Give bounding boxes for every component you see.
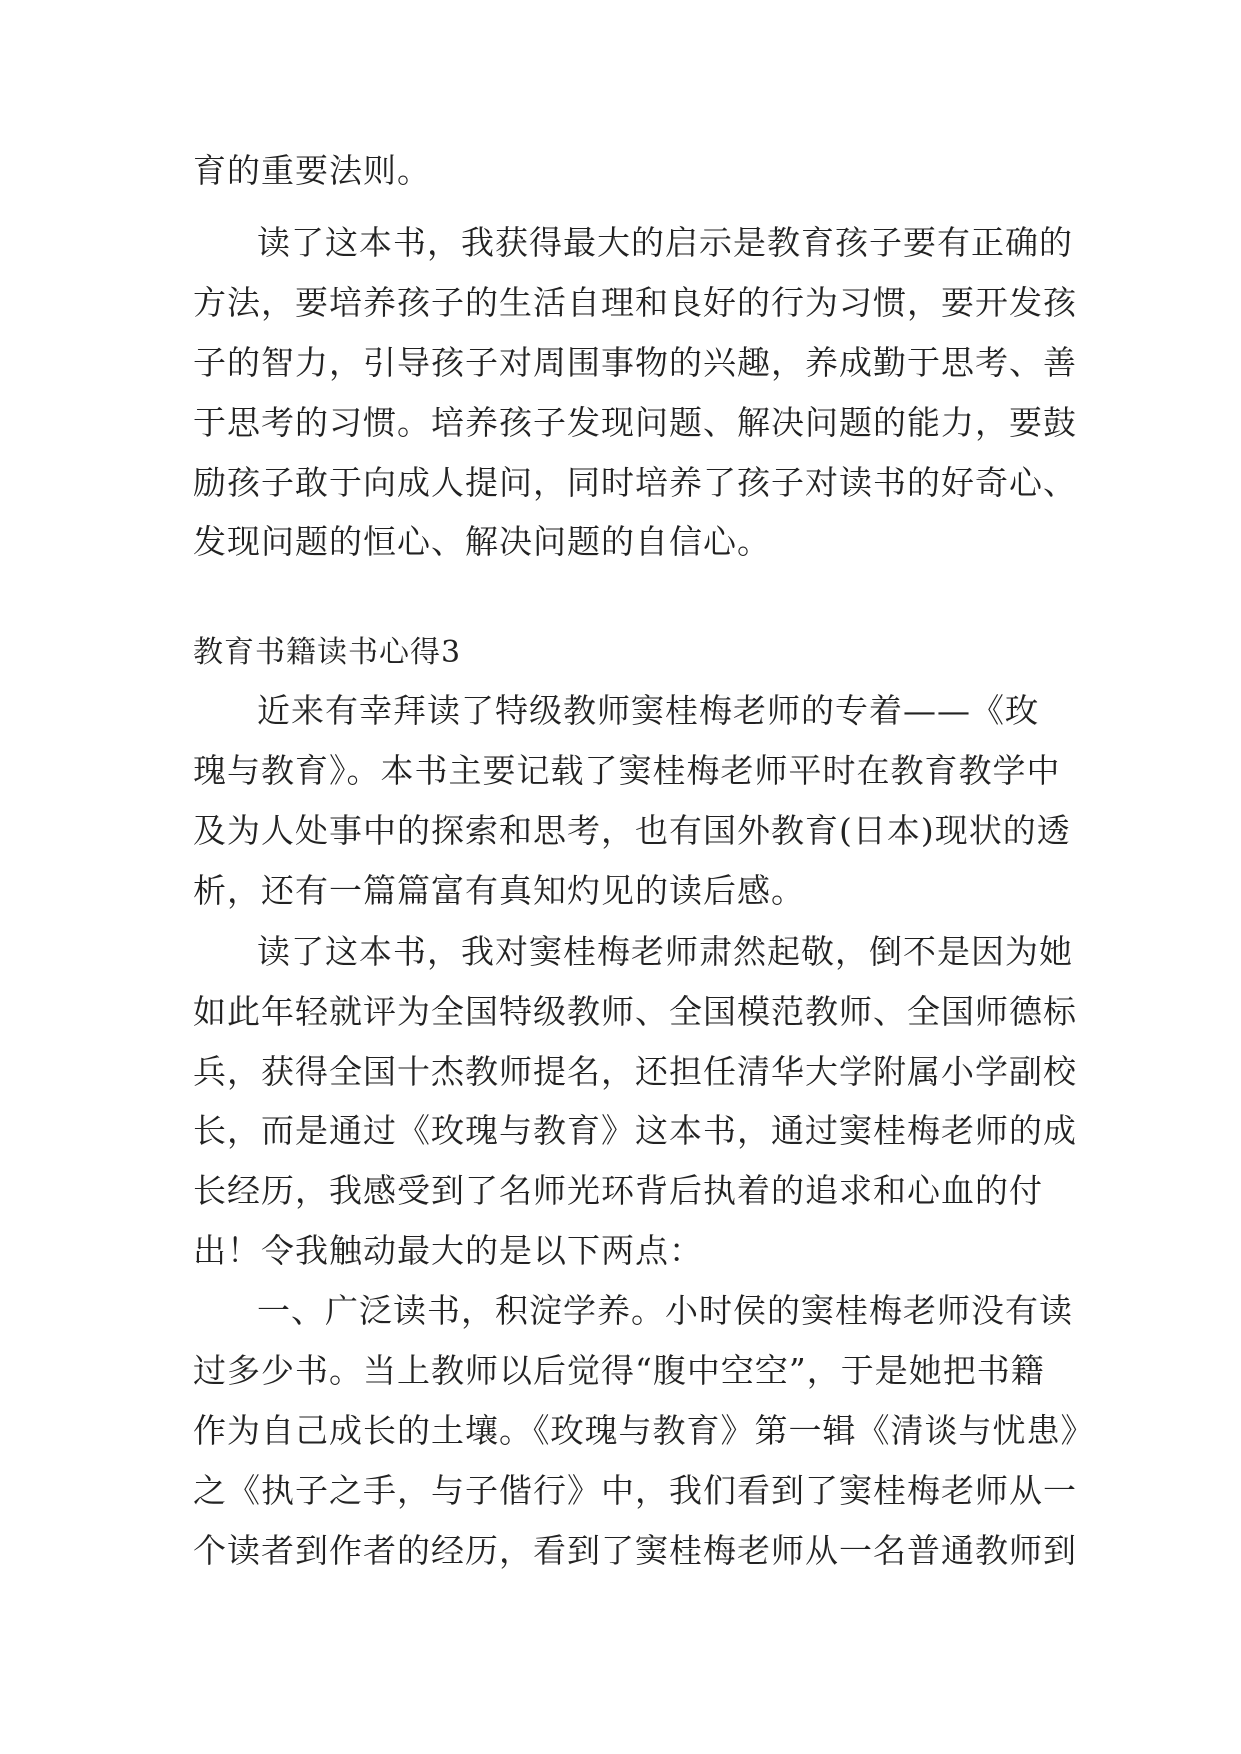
paragraph-line: 过多少书。当上教师以后觉得“腹中空空”，于是她把书籍 [193, 1351, 1045, 1390]
paragraph-line: 一、广泛读书，积淀学养。小时侯的窦桂梅老师没有读 [257, 1291, 1073, 1330]
paragraph-line: 瑰与教育》。本书主要记载了窦桂梅老师平时在教育教学中 [193, 751, 1061, 790]
paragraph-line: 育的重要法则。 [193, 151, 431, 190]
paragraph-line: 读了这本书，我对窦桂梅老师肃然起敬，倒不是因为她 [257, 932, 1073, 971]
paragraph-line: 于思考的习惯。培养孩子发现问题、解决问题的能力，要鼓 [193, 403, 1077, 442]
paragraph-line: 发现问题的恒心、解决问题的自信心。 [193, 522, 771, 561]
paragraph-line: 励孩子敢于向成人提问，同时培养了孩子对读书的好奇心、 [193, 463, 1077, 502]
paragraph-line: 出！令我触动最大的是以下两点： [193, 1231, 703, 1270]
paragraph-line: 方法，要培养孩子的生活自理和良好的行为习惯，要开发孩 [193, 283, 1077, 322]
section-title: 教育书籍读书心得3 [193, 635, 462, 670]
paragraph-line: 长，而是通过《玫瑰与教育》这本书，通过窦桂梅老师的成 [193, 1111, 1077, 1150]
paragraph-line: 长经历，我感受到了名师光环背后执着的追求和心血的付 [193, 1171, 1043, 1210]
paragraph-line: 之《执子之手，与子偕行》中，我们看到了窦桂梅老师从一 [193, 1471, 1077, 1510]
paragraph-line: 及为人处事中的探索和思考，也有国外教育(日本)现状的透 [193, 811, 1071, 850]
paragraph-line: 如此年轻就评为全国特级教师、全国模范教师、全国师德标 [193, 992, 1077, 1031]
paragraph-line: 作为自己成长的土壤。《玫瑰与教育》第一辑《清谈与忧患》 [193, 1411, 1095, 1450]
paragraph-line: 个读者到作者的经历，看到了窦桂梅老师从一名普通教师到 [193, 1531, 1077, 1570]
paragraph-line: 兵，获得全国十杰教师提名，还担任清华大学附属小学副校 [193, 1052, 1077, 1091]
paragraph-line: 近来有幸拜读了特级教师窦桂梅老师的专着——《玫 [257, 691, 1039, 730]
paragraph-line: 析，还有一篇篇富有真知灼见的读后感。 [193, 871, 805, 910]
paragraph-line: 读了这本书，我获得最大的启示是教育孩子要有正确的 [257, 223, 1073, 262]
paragraph-line: 子的智力，引导孩子对周围事物的兴趣，养成勤于思考、善 [193, 343, 1077, 382]
